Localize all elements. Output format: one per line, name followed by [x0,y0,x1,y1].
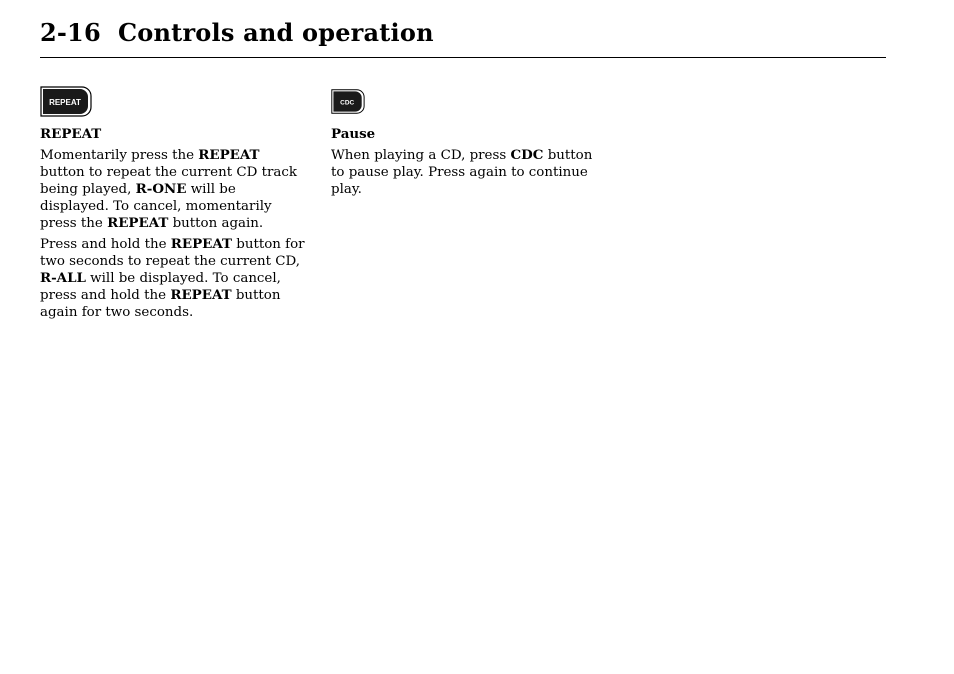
pause-heading: Pause [331,126,376,142]
repeat-icon-label: REPEAT [49,98,81,107]
repeat-paragraph-1: Momentarily press the REPEAT button to repeat the current CD track being played, R-ONE will be displayed. To cancel, momentarily press the REPEAT button again. [40,147,297,231]
repeat-section [40,86,308,325]
section-title: Controls and operation [118,18,434,47]
pause-section [331,86,599,202]
header-rule [40,57,886,58]
cdc-button-icon [331,86,373,117]
repeat-heading: REPEAT [40,126,102,142]
page-title [40,18,434,47]
repeat-paragraph-2: Press and hold the REPEAT button for two seconds to repeat the current CD, R-ALL will be displayed. To cancel, press and hold the REPEAT button again for two seconds. [40,236,305,320]
cdc-icon-label: CDC [340,99,355,107]
repeat-button-icon [40,86,92,117]
pause-paragraph-1: When playing a CD, press CDC button to pause play. Press again to continue play. [331,147,593,197]
section-number: 2-16 [40,18,101,47]
